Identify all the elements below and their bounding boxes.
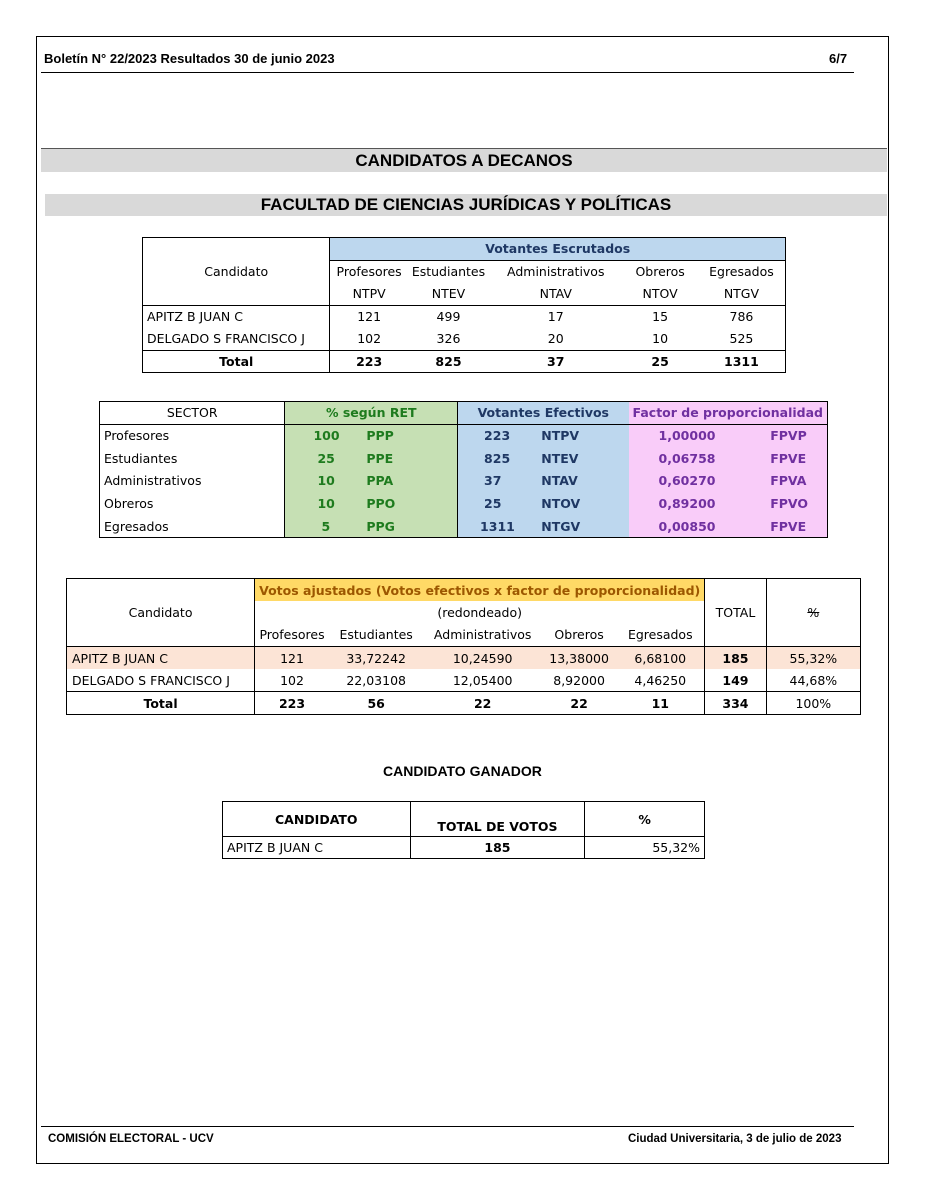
candidate-name: DELGADO S FRANCISCO J: [143, 328, 330, 351]
col-code: NTAV: [539, 286, 572, 301]
cell: 4,46250: [616, 669, 704, 692]
cell: PPA: [362, 470, 457, 493]
factor-header: Factor de proporcionalidad: [629, 402, 828, 425]
total-label: Total: [143, 350, 330, 373]
cell: 10,24590: [423, 647, 542, 670]
cell: 5: [285, 515, 362, 538]
cell: 825: [458, 447, 538, 470]
cell: 17: [489, 305, 622, 328]
winner-title: CANDIDATO GANADOR: [383, 763, 542, 779]
cell: 25: [458, 492, 538, 515]
cell: 12,05400: [452, 672, 513, 688]
scrutinized-voters-header: Votantes Escrutados: [330, 238, 786, 261]
col-header: Estudiantes: [411, 264, 486, 279]
cell: 786: [698, 305, 786, 328]
cell: NTOV: [537, 492, 628, 515]
total-label: Total: [67, 692, 255, 715]
cell: 10: [285, 470, 362, 493]
cell: NTEV: [537, 447, 628, 470]
candidate-name: APITZ B JUAN C: [143, 305, 330, 328]
table-row: [100, 447, 828, 470]
pct-header: %: [807, 605, 820, 621]
col-code: NTPV: [352, 286, 386, 301]
col-header: Obreros: [554, 627, 604, 643]
table-row: [100, 515, 828, 538]
candidate-header: Candidato: [67, 579, 255, 647]
cell: NTPV: [537, 424, 628, 447]
cell: PPO: [362, 492, 457, 515]
pct-cell: 44,68%: [789, 672, 838, 688]
cell: 11: [616, 692, 704, 715]
cell: 525: [729, 331, 754, 346]
winner-votes: 185: [410, 837, 585, 859]
cell: 0,06758: [629, 447, 737, 470]
col-header: Administrativos: [433, 627, 532, 643]
pct-cell: 55,32%: [766, 647, 860, 670]
table-row: [100, 424, 828, 447]
cell: 25: [622, 350, 698, 373]
scrutinized-voters-table: [142, 237, 786, 373]
cell: 13,38000: [542, 647, 616, 670]
cell: 10: [652, 331, 669, 346]
table-row: [143, 305, 786, 328]
candidate-name: APITZ B JUAN C: [67, 647, 255, 670]
cell: 37: [458, 470, 538, 493]
adjusted-votes-table: [66, 578, 861, 715]
cell: 6,68100: [616, 647, 704, 670]
sector-name: Obreros: [100, 492, 285, 515]
table-row: [100, 470, 828, 493]
ret-header: % según RET: [285, 402, 458, 425]
table-row: [67, 647, 861, 670]
cell: 22,03108: [346, 672, 406, 688]
effective-voters-header: Votantes Efectivos: [458, 402, 629, 425]
total-cell: 185: [705, 647, 766, 670]
col-code: NTGV: [723, 286, 760, 301]
col-code: NTEV: [431, 286, 466, 301]
total-row: [143, 350, 786, 373]
sector-name: Administrativos: [100, 470, 285, 493]
total-cell: 149: [705, 669, 766, 692]
cell: PPP: [362, 424, 457, 447]
col-header: Obreros: [635, 264, 685, 279]
cell: 10: [285, 492, 362, 515]
col-header: Estudiantes: [339, 627, 413, 643]
total-row: [67, 692, 861, 715]
col-header: Egresados: [616, 624, 704, 647]
winner-table: [222, 801, 705, 859]
proportionality-table: [99, 401, 828, 538]
candidate-name: DELGADO S FRANCISCO J: [67, 669, 255, 692]
col-header: Profesores: [336, 264, 402, 279]
cell: 102: [280, 672, 304, 688]
col-header: Egresados: [709, 264, 774, 279]
footer-right: Ciudad Universitaria, 3 de julio de 2023: [628, 1133, 842, 1145]
cell: 326: [436, 331, 461, 346]
cell: 15: [622, 305, 698, 328]
cell: 0,00850: [629, 515, 737, 538]
cell: 223: [458, 424, 538, 447]
footer-rule: [41, 1126, 854, 1127]
cell: 1311: [698, 350, 786, 373]
candidate-header: Candidato: [143, 238, 330, 306]
faculty-title: FACULTAD DE CIENCIAS JURÍDICAS Y POLÍTICAS: [45, 194, 887, 216]
cell: FPVA: [736, 470, 827, 493]
cell: 100: [285, 424, 362, 447]
cell: 102: [357, 331, 382, 346]
cell: 56: [329, 692, 423, 715]
cell: 8,92000: [553, 672, 605, 688]
cell: 223: [255, 692, 329, 715]
winner-pct: 55,32%: [585, 837, 705, 859]
sector-header: SECTOR: [100, 402, 285, 425]
cell: 0,89200: [629, 492, 737, 515]
cell: 825: [408, 350, 489, 373]
cell: 22: [423, 692, 542, 715]
cell: 1,00000: [629, 424, 737, 447]
header-rule: [41, 72, 854, 73]
winner-name: APITZ B JUAN C: [223, 837, 411, 859]
cell: 25: [285, 447, 362, 470]
cell: 0,60270: [629, 470, 737, 493]
bulletin-header: Boletín N° 22/2023 Resultados 30 de junio 2023: [44, 51, 335, 66]
cell: PPG: [362, 515, 457, 538]
rounded-subheader: (redondeado): [255, 601, 705, 624]
table-row: [100, 492, 828, 515]
cell: FPVE: [736, 515, 827, 538]
votes-header: TOTAL DE VOTOS: [410, 802, 585, 837]
cell: 121: [330, 305, 408, 328]
cell: 223: [330, 350, 408, 373]
table-row: [223, 837, 705, 859]
section-title: CANDIDATOS A DECANOS: [41, 148, 887, 172]
cell: 37: [489, 350, 622, 373]
cell: 20: [547, 331, 564, 346]
cell: NTAV: [537, 470, 628, 493]
cell: FPVO: [736, 492, 827, 515]
col-header: Administrativos: [507, 264, 605, 279]
sector-name: Estudiantes: [100, 447, 285, 470]
cell: NTGV: [537, 515, 628, 538]
cell: 121: [255, 647, 329, 670]
table-row: [67, 669, 861, 692]
sector-name: Profesores: [100, 424, 285, 447]
total-header: TOTAL: [705, 579, 766, 647]
cell: 1311: [458, 515, 538, 538]
cell: 499: [408, 305, 489, 328]
cell: FPVP: [736, 424, 827, 447]
total-cell: 334: [705, 692, 766, 715]
cell: 33,72242: [329, 647, 423, 670]
cell: FPVE: [736, 447, 827, 470]
pct-cell: 100%: [766, 692, 860, 715]
cell: 22: [542, 692, 616, 715]
table-row: [143, 328, 786, 351]
page-number: 6/7: [829, 51, 848, 66]
col-header: Profesores: [259, 627, 325, 643]
candidate-header: CANDIDATO: [223, 802, 411, 837]
cell: PPE: [362, 447, 457, 470]
adjusted-votes-header: Votos ajustados (Votos efectivos x factor de proporcionalidad): [255, 579, 705, 602]
footer-left: COMISIÓN ELECTORAL - UCV: [48, 1133, 214, 1145]
sector-name: Egresados: [100, 515, 285, 538]
pct-header: %: [585, 802, 705, 837]
col-code: NTOV: [642, 286, 678, 301]
